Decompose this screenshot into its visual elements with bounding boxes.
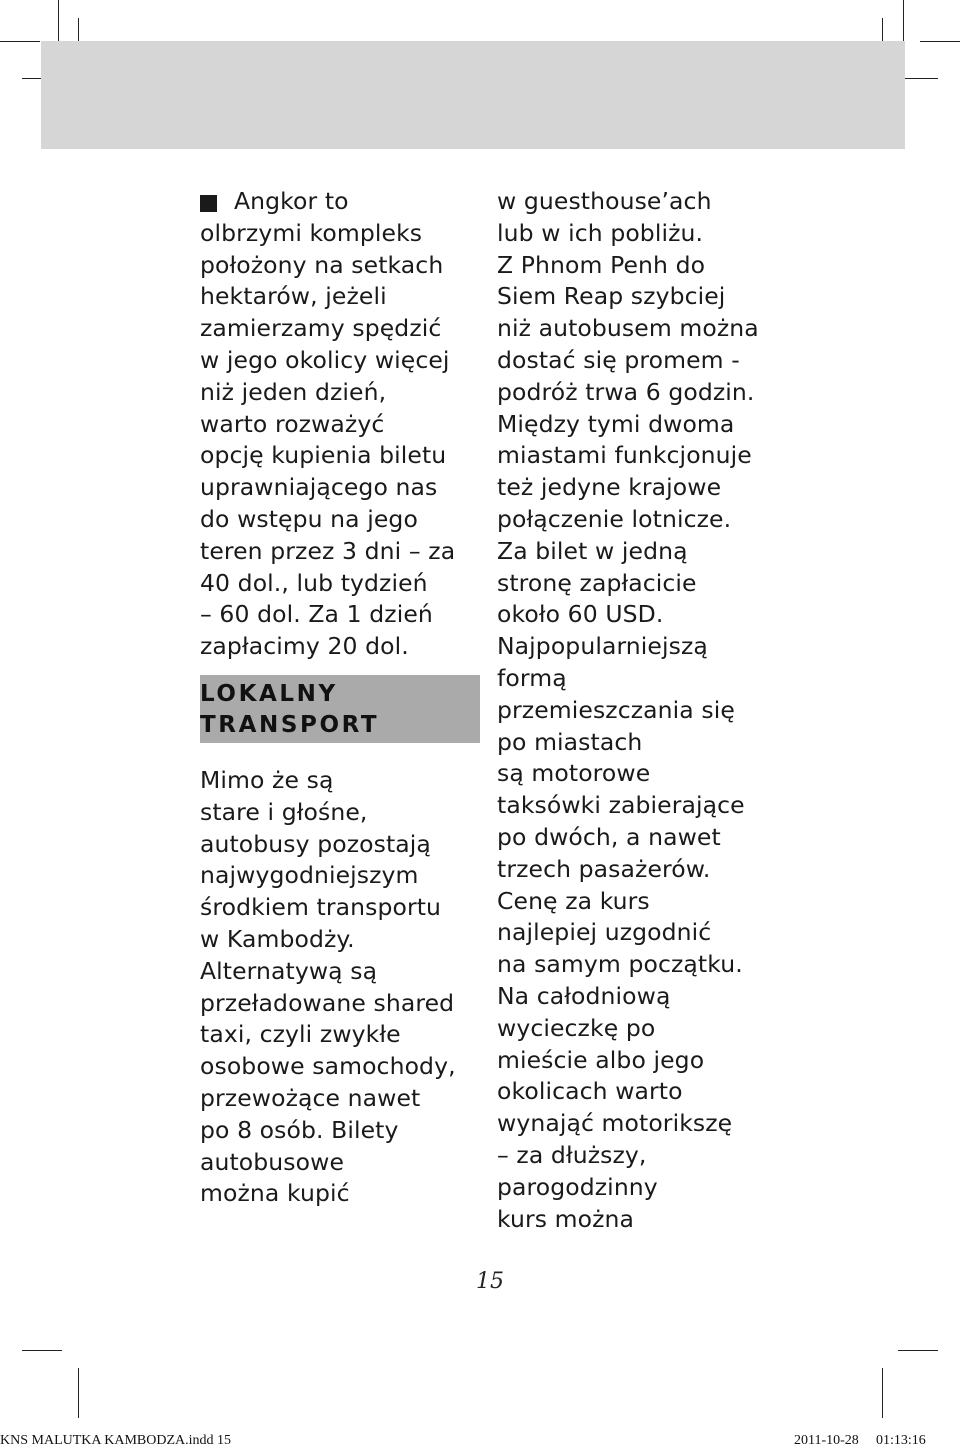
text-line: po 8 osób. Bilety	[200, 1115, 399, 1144]
text-line: wynająć motorikszę	[497, 1109, 733, 1138]
text-line: można kupić	[200, 1179, 350, 1208]
text-line: hektarów, jeżeli	[200, 282, 387, 311]
crop-mark	[898, 1350, 938, 1351]
text-line: zapłacimy 20 dol.	[200, 632, 409, 661]
text-line: opcję kupienia biletu	[200, 441, 447, 470]
text-line: – 60 dol. Za 1 dzień	[200, 600, 433, 629]
text-line: parogodzinny	[497, 1172, 658, 1201]
right-column	[497, 186, 797, 1235]
text-line: teren przez 3 dni – za	[200, 536, 456, 565]
text-line: – za dłuższy,	[497, 1140, 647, 1169]
text-line: około 60 USD.	[497, 600, 664, 629]
header-band	[41, 41, 905, 149]
text-line: lub w ich pobliżu.	[497, 218, 704, 247]
text-line: uprawniającego nas	[200, 473, 438, 502]
text-line: stare i głośne,	[200, 797, 368, 826]
text-line: połączenie lotnicze.	[497, 504, 732, 533]
text-line: miastami funkcjonuje	[497, 441, 752, 470]
crop-mark	[920, 41, 960, 42]
text-line: przewożące nawet	[200, 1083, 421, 1112]
left-column	[200, 186, 472, 1210]
text-line: kurs można	[497, 1204, 635, 1233]
text-line: warto rozważyć	[200, 409, 385, 438]
text-line: wycieczkę po	[497, 1013, 656, 1042]
text-line: też jedyne krajowe	[497, 473, 722, 502]
crop-mark	[22, 1350, 62, 1351]
text-line: po dwóch, a nawet	[497, 822, 721, 851]
text-line: Mimo że są	[200, 765, 334, 794]
text-line: w Kambodży.	[200, 924, 355, 953]
bullet-square-icon	[200, 195, 217, 212]
paragraph-transport	[200, 765, 472, 1210]
text-line: położony na setkach	[200, 250, 444, 279]
slug-date: 2011-10-28	[794, 1433, 859, 1448]
section-heading-line: LOKALNY	[200, 680, 338, 707]
slug-time: 01:13:16	[876, 1433, 926, 1448]
crop-mark	[78, 1368, 79, 1418]
text-line: Alternatywą są	[200, 956, 378, 985]
text-line	[200, 186, 472, 218]
text-line: najwygodniejszym	[200, 861, 419, 890]
paragraph-angkor	[200, 186, 472, 663]
text-line: Z Phnom Penh do	[497, 250, 706, 279]
text-line: podróż trwa 6 godzin.	[497, 377, 755, 406]
text-line: Na całodniową	[497, 981, 671, 1010]
section-heading-line: TRANSPORT	[200, 712, 380, 739]
text-line: przemieszczania się	[497, 695, 735, 724]
text-line: osobowe samochody,	[200, 1052, 456, 1081]
paragraph-right	[497, 186, 797, 1235]
text-line: mieście albo jego	[497, 1045, 705, 1074]
text-line: Za bilet w jedną	[497, 536, 688, 565]
text-line: taksówki zabierające	[497, 791, 745, 820]
text-line: stronę zapłacicie	[497, 568, 697, 597]
text-line: środkiem transportu	[200, 893, 442, 922]
text-line: niż autobusem można	[497, 314, 759, 343]
text-line: 40 dol., lub tydzień	[200, 568, 428, 597]
text-line: Cenę za kurs	[497, 886, 650, 915]
lead-text: Angkor to	[234, 187, 349, 215]
text-line: niż jeden dzień,	[200, 377, 387, 406]
text-line: po miastach	[497, 727, 643, 756]
text-line: trzech pasażerów.	[497, 854, 711, 883]
text-line: taxi, czyli zwykłe	[200, 1020, 401, 1049]
text-line: w guesthouse’ach	[497, 187, 712, 215]
text-line: Najpopularniejszą	[497, 632, 708, 661]
text-line: autobusowe	[200, 1147, 344, 1176]
text-line: najlepiej uzgodnić	[497, 918, 712, 947]
section-heading	[200, 679, 379, 742]
text-line: Między tymi dwoma	[497, 409, 735, 438]
text-line: olbrzymi kompleks	[200, 218, 423, 247]
crop-mark	[0, 41, 40, 42]
text-line: Siem Reap szybciej	[497, 282, 726, 311]
page-number: 15	[476, 1269, 504, 1294]
text-line: formą	[497, 663, 567, 692]
section-heading-box	[200, 675, 480, 743]
text-line: przeładowane shared	[200, 988, 455, 1017]
text-line: do wstępu na jego	[200, 504, 418, 533]
slug-file: KNS MALUTKA KAMBODZA.indd 15	[0, 1433, 232, 1448]
text-line: na samym początku.	[497, 950, 743, 979]
text-line: autobusy pozostają	[200, 829, 431, 858]
text-line: okolicach warto	[497, 1077, 683, 1106]
text-line: dostać się promem -	[497, 345, 740, 374]
text-line: w jego okolicy więcej	[200, 345, 450, 374]
crop-mark	[882, 1368, 883, 1418]
text-line: zamierzamy spędzić	[200, 314, 442, 343]
text-line: są motorowe	[497, 759, 651, 788]
